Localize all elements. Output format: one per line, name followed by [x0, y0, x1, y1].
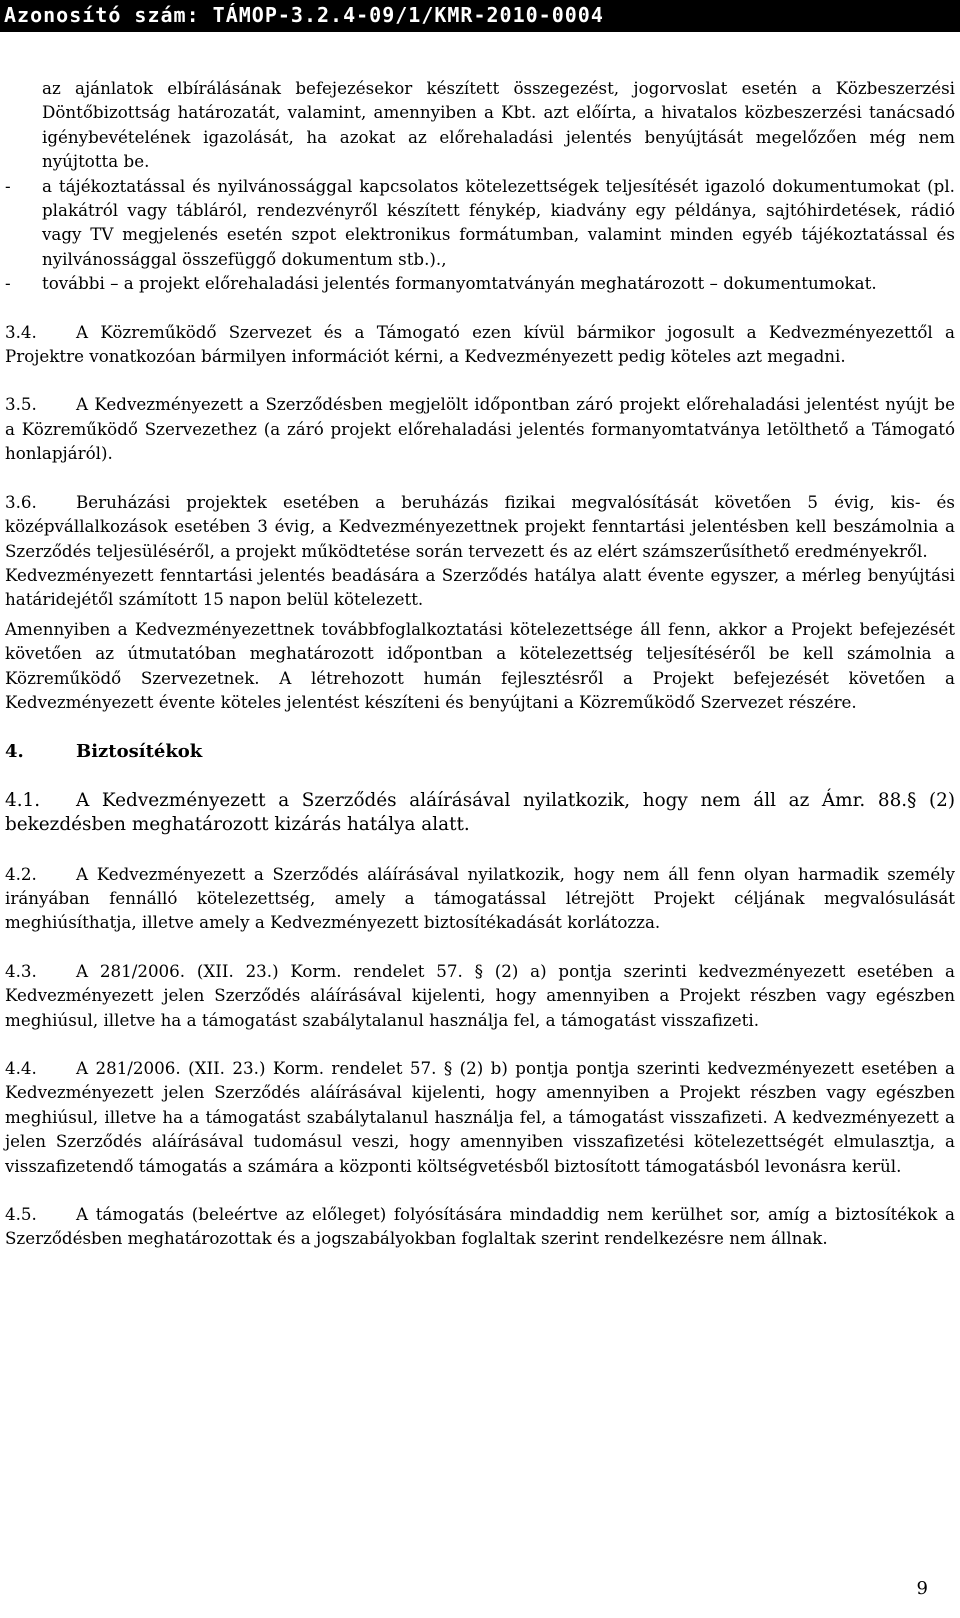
clause-4-5 [5, 1202, 955, 1251]
clause-text: A támogatás (beleértve az előleget) folyósítására mindaddig nem kerülhet sor, amíg a biztosítékok a Szerződésben meghatározottak és a jogszabályokban foglaltak szerint rendelkezésre nem állnak. [5, 1204, 955, 1249]
clause-number: 4.4. [5, 1058, 37, 1078]
header-bar [0, 0, 960, 32]
bullet-text: további – a projekt előrehaladási jelentés formanyomtatványán meghatározott – dokumentumokat. [42, 273, 877, 294]
clause-number: 4.1. [5, 789, 41, 811]
bullet-item-documents [5, 271, 955, 295]
document-id-header: Azonosító szám: TÁMOP-3.2.4-09/1/KMR-2010-0004 [4, 3, 604, 27]
intro-paragraph: az ajánlatok elbírálásának befejezésekor készített összegezést, jogorvoslat esetén a Közbeszerzési Döntőbizottság határozatát, valamint, amennyiben a Kbt. azt előírta, a hivatalos közbeszerzési tanácsadó igénybevételének igazolását, ha azokat az előrehaladási jelentés benyújtását megelőzően még nem nyújtotta be. [42, 78, 955, 172]
clause-4-4 [5, 1056, 955, 1178]
clause-text: A Közreműködő Szervezet és a Támogató ezen kívül bármikor jogosult a Kedvezményezettől a Projektre vonatkozóan bármilyen információt kérni, a Kedvezményezett pedig köteles azt megadni. [5, 321, 955, 367]
clause-number: 4.2. [5, 863, 37, 884]
clause-number: 3.6. [5, 491, 37, 512]
clause-3-6 [5, 490, 955, 563]
clause-3-4 [5, 320, 955, 369]
clause-number: 3.4. [5, 321, 37, 342]
bullet-dash: - [5, 273, 11, 294]
section-4-heading [5, 740, 955, 764]
bullet-dash: - [5, 175, 11, 196]
clause-3-5 [5, 392, 955, 465]
clause-number: 3.5. [5, 394, 37, 415]
bullet-item-publicity [5, 174, 955, 272]
clause-text: A 281/2006. (XII. 23.) Korm. rendelet 57. § (2) b) pontja pontja szerinti kedvezményezett esetében a Kedvezményezett jelen Szerződés aláírásával kijelenti, hogy amennyiben a Projekt részben vagy egészben meghiúsul, illetve ha a támogatást szabálytalanul használja fel, a támogatást visszafizeti. A kedvezményezett a jelen Szerződés aláírásával tudomásul veszi, hogy amennyiben visszafizetési kötelezettségét elmulasztja, a visszafizetendő támogatás a számára a központi költségvetésből biztosított támogatásból levonásra kerül. [5, 1058, 955, 1176]
clause-4-2 [5, 862, 955, 935]
clause-text: Beruházási projektek esetében a beruházás fizikai megvalósítását követően 5 évig, kis- és középvállalkozások esetében 3 évig, a Kedvezményezettnek projekt fenntartási jelentésben kell beszámolnia a Szerződés teljesüléséről, a projekt működtetése során tervezett és az elért számszerűsíthető eredményekről. [5, 491, 955, 561]
clause-text: A Kedvezményezett a Szerződés aláírásával nyilatkozik, hogy nem áll fenn olyan harmadik személy irányában fennálló kötelezettség, amely a támogatással létrejött Projekt céljának megvalósulását meghiúsíthatja, illetve amely a Kedvezményezett biztosítékadását korlátozza. [5, 863, 955, 933]
page-number: 9 [916, 1578, 928, 1599]
clause-text: A Kedvezményezett a Szerződésben megjelölt időpontban záró projekt előrehaladási jelentést nyújt be a Közreműködő Szervezethez (a záró projekt előrehaladási jelentés formanyomtatványa letölthető a Támogató honlapjáról). [5, 394, 955, 464]
clause-4-1 [5, 789, 955, 838]
document-body [5, 76, 955, 1251]
bullet-text: a tájékoztatással és nyilvánossággal kapcsolatos kötelezettségek teljesítését igazoló dokumentumokat (pl. plakátról vagy tábláról, rendezvényről készített fénykép, kiadvány egy példánya, sajtóhirdetések, rádió vagy TV megjelenés esetén szpot elektronikus formátumban, valamint minden egyéb tájékoztatással és nyilvánossággal összefüggő dokumentum stb.)., [42, 175, 955, 269]
clause-text: A Kedvezményezett a Szerződés aláírásával nyilatkozik, hogy nem áll az Ámr. 88.§ (2) bekezdésben meghatározott kizárás hatálya alatt. [5, 789, 955, 836]
clause-3-6-employment: Amennyiben a Kedvezményezettnek továbbfoglalkoztatási kötelezettsége áll fenn, akkor a Projekt befejezését követően az útmutatóban meghatározott időpontban a kötelezettség teljesítéséről be kell számolnia a Közreműködő Szervezetnek. A létrehozott humán fejlesztésről a Projekt befejezését követően a Kedvezményezett évente köteles jelentést készíteni és benyújtani a Közreműködő Szervezet részére. [5, 618, 955, 712]
section-number: 4. [5, 741, 24, 763]
clause-4-3 [5, 959, 955, 1032]
clause-number: 4.3. [5, 960, 37, 981]
section-title: Biztosítékok [76, 741, 203, 763]
clause-number: 4.5. [5, 1204, 37, 1225]
clause-3-6-maintenance: Kedvezményezett fenntartási jelentés beadására a Szerződés hatálya alatt évente egyszer, a mérleg benyújtási határidejétől számított 15 napon belül kötelezett. [5, 564, 955, 610]
clause-text: A 281/2006. (XII. 23.) Korm. rendelet 57. § (2) a) pontja szerinti kedvezményezett esetében a Kedvezményezett jelen Szerződés aláírásával kijelenti, hogy amennyiben a Projekt részben vagy egészben meghiúsul, illetve ha a támogatást szabálytalanul használja fel, a támogatást visszafizeti. [5, 960, 955, 1030]
